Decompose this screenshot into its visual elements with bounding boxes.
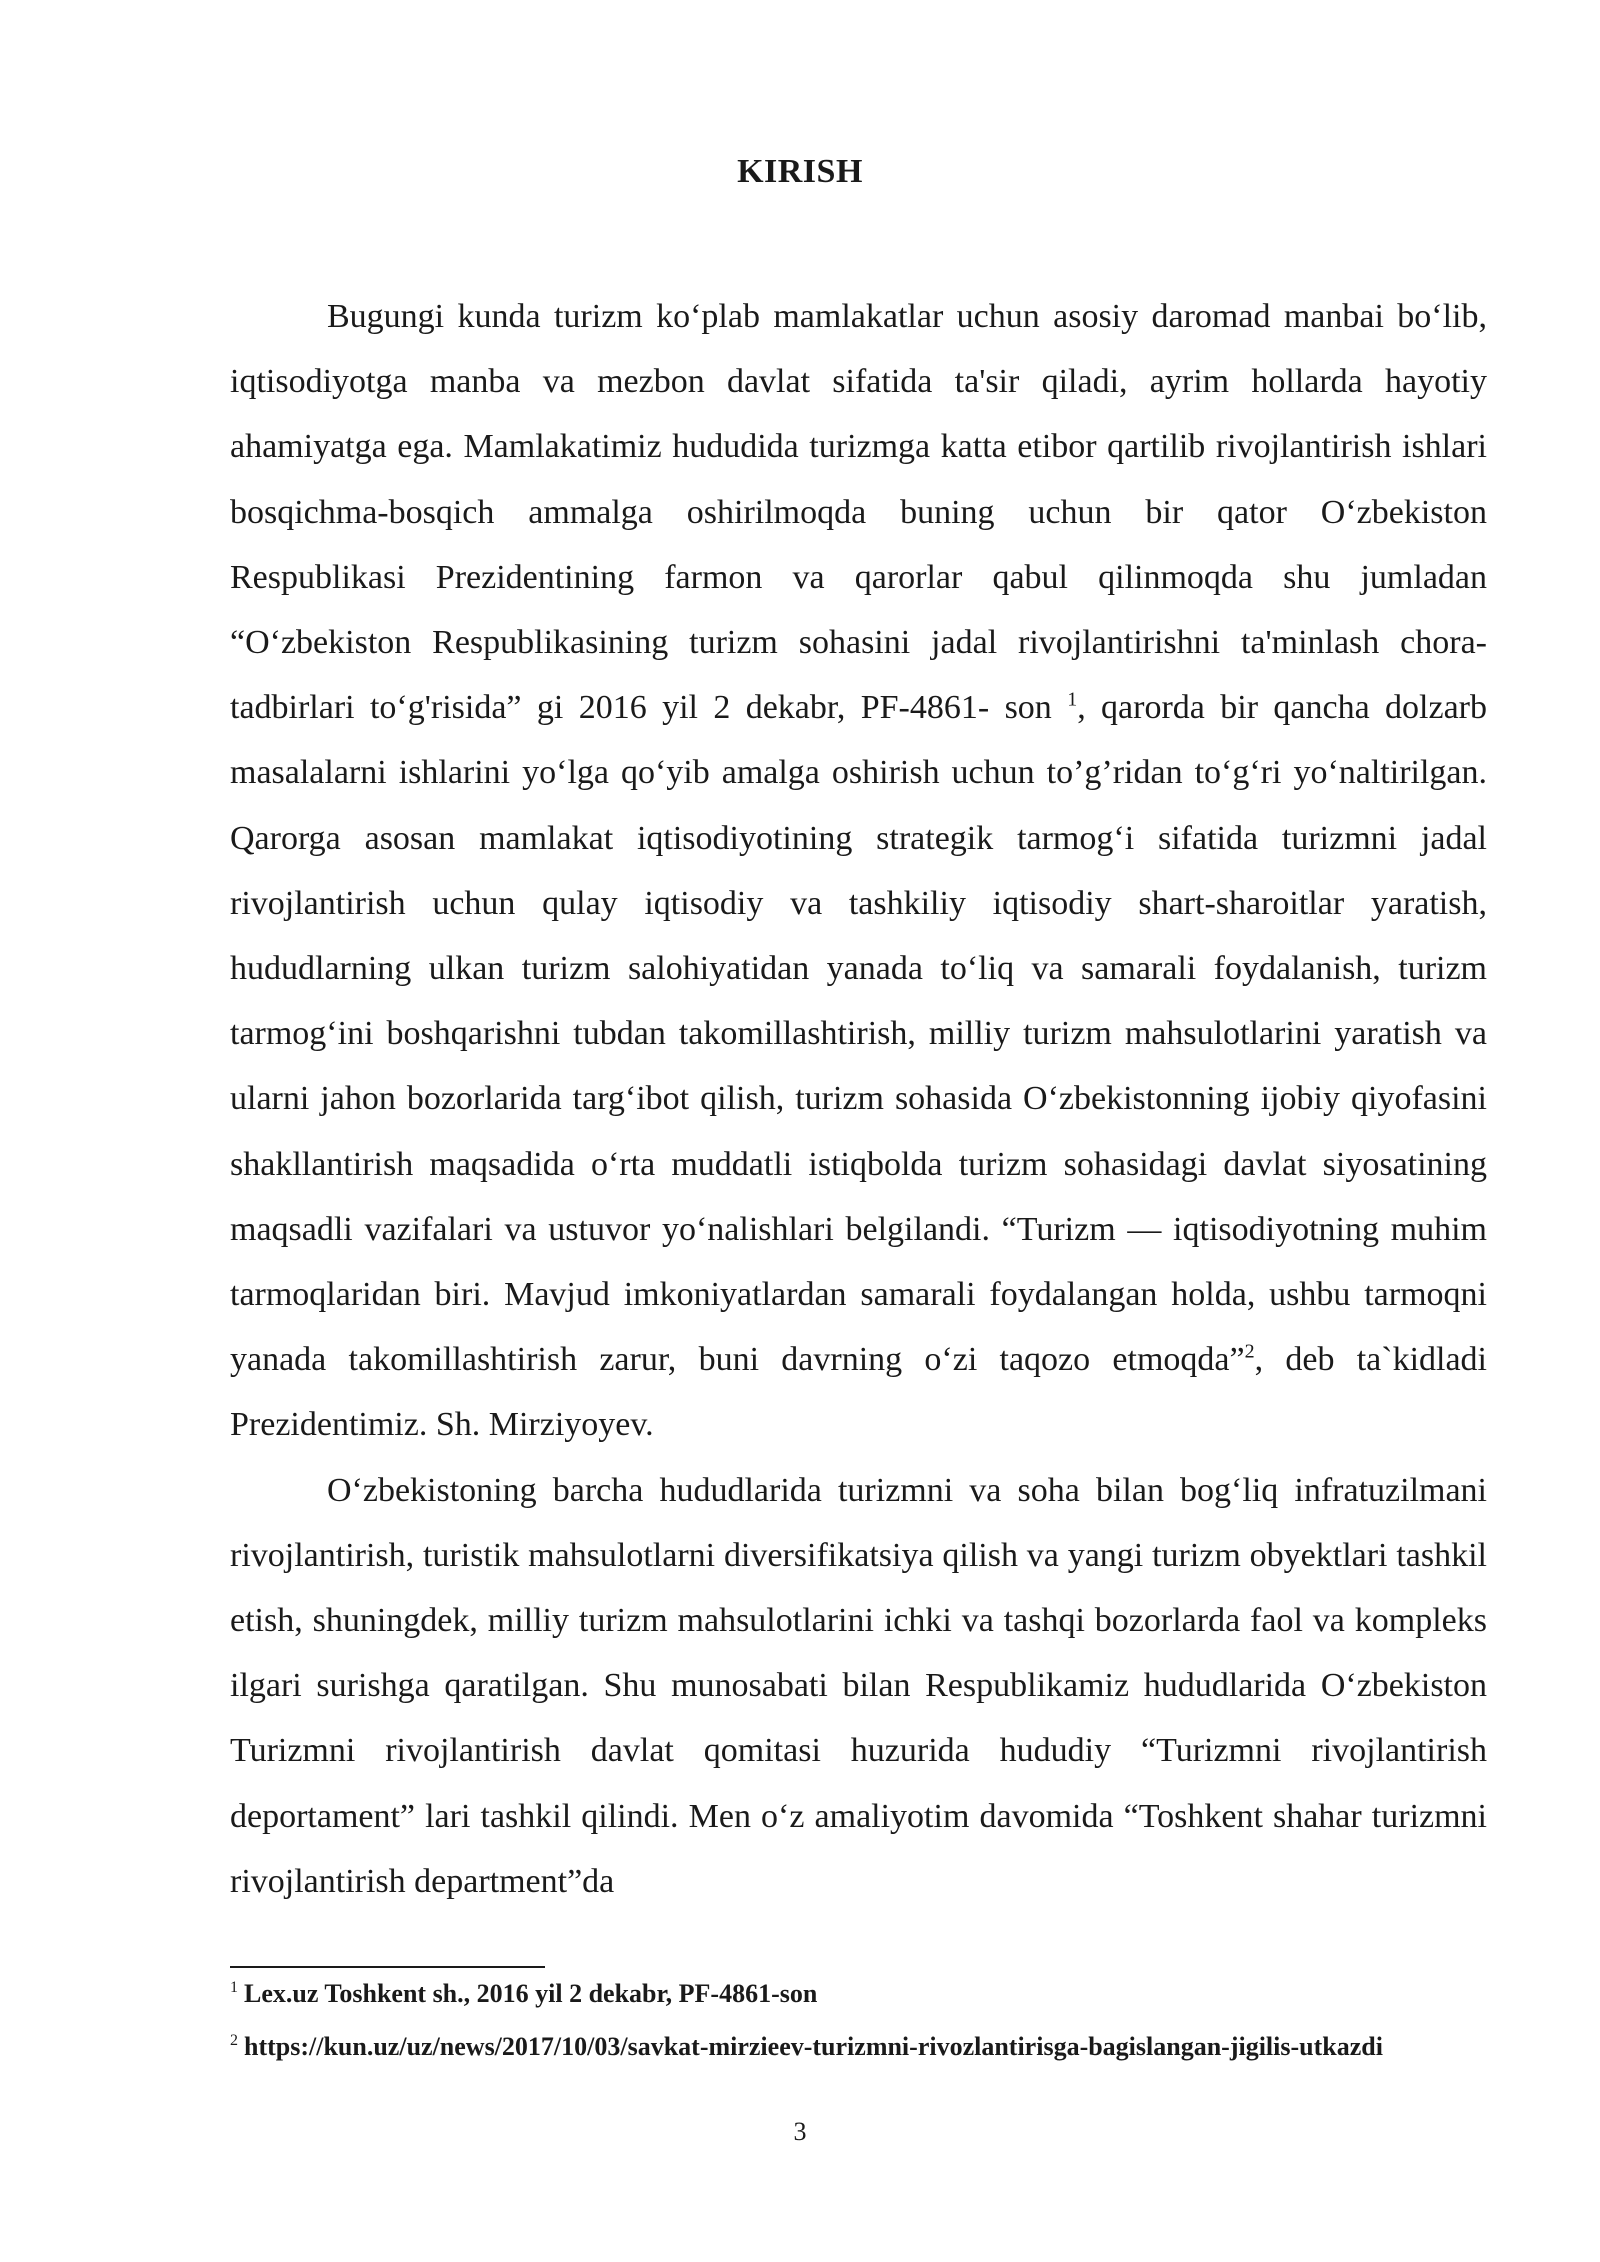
footnote-1 — [230, 1978, 1487, 2009]
footnote-2 — [230, 2031, 1487, 2062]
page-number: 3 — [793, 2117, 807, 2146]
paragraph-1-text-a: Bugungi kunda turizm ko‘plab mamlakatlar uchun asosiy daromad manbai bo‘lib, iqtisodiyotga manba va mezbon davlat sifatida ta'sir qiladi, ayrim hollarda hayotiy ahamiyatga ega. Mamlakatimiz hududida turizmga katta etibor qartilib rivojlantirish ishlari bosqichma-bosqich ammalga oshirilmoqda buning uchun bir qator O‘zbekiston Respublikasi Prezidentining farmon va qarorlar qabul qilinmoqda shu jumladan “O‘zbekiston Respublikasining turizm sohasini jadal rivojlantirishni ta'minlash chora-tadbirlari to‘g'risida” gi 2016 yil 2 dekabr, PF-4861- son — [230, 298, 1487, 727]
page-title: KIRISH — [737, 153, 863, 190]
footnote-2-link[interactable]: https://kun.uz/uz/news/2017/10/03/savkat-mirzieev-turizmni-rivozlantirisga-bagislangan-jigilis-utkazdi — [244, 2032, 1383, 2061]
footnotes — [230, 1978, 1487, 2084]
footnote-1-text: Lex.uz Toshkent sh., 2016 yil 2 dekabr, PF-4861-son — [244, 1979, 818, 2008]
footnote-ref-1[interactable]: 1 — [1067, 688, 1078, 711]
footnote-ref-2[interactable]: 2 — [1244, 1340, 1255, 1363]
paragraph-2: O‘zbekistoning barcha hududlarida turizmni va soha bilan bog‘liq infratuzilmani rivojlantirish, turistik mahsulotlarni diversifikatsiya qilish va yangi turizm obyektlari tashkil etish, shuningdek, milliy turizm mahsulotlarini ichki va tashqi bozorlarda faol va kompleks ilgari surishga qaratilgan. Shu munosabati bilan Respublikamiz hududlarida O‘zbekiston Turizmni rivojlantirish davlat qomitasi huzurida hududiy “Turizmni rivojlantirish deportament” lari tashkil qilindi. Men o‘z amaliyotim davomida “Toshkent shahar turizmni rivojlantirish department”da — [230, 1471, 1487, 1900]
paragraph-1-text-c: , deb ta`kidladi Prezidentimiz. Sh. Mirziyoyev. — [230, 1341, 1488, 1444]
body-text — [230, 284, 1487, 1914]
footnote-1-mark: 1 — [230, 1979, 238, 1997]
paragraph-1 — [230, 284, 1487, 1458]
paragraph-1-text-b: , qarorda bir qancha dolzarb masalalarni ishlarini yo‘lga qo‘yib amalga oshirish uchun to’g’ridan to‘g‘ri yo‘naltirilgan. Qarorga asosan mamlakat iqtisodiyotining strategik tarmog‘i sifatida turizmni jadal rivojlantirish uchun qulay iqtisodiy va tashkiliy iqtisodiy shart-sharoitlar yaratish, hududlarning ulkan turizm salohiyatidan yanada to‘liq va samarali foydalanish, turizm tarmog‘ini boshqarishni tubdan takomillashtirish, milliy turizm mahsulotlarini yaratish va ularni jahon bozorlarida targ‘ibot qilish, turizm sohasida O‘zbekistonning ijobiy qiyofasini shakllantirish maqsadida o‘rta muddatli istiqbolda turizm sohasidagi davlat siyosatining maqsadli vazifalari va ustuvor yo‘nalishlari belgilandi. “Turizm — iqtisodiyotning muhim tarmoqlaridan biri. Mavjud imkoniyatlardan samarali foydalangan holda, ushbu tarmoqni yanada takomillashtirish zarur, buni davrning o‘zi taqozo etmoqda” — [230, 689, 1488, 1379]
footnote-separator — [230, 1966, 545, 1968]
footnote-2-mark: 2 — [230, 2032, 238, 2050]
